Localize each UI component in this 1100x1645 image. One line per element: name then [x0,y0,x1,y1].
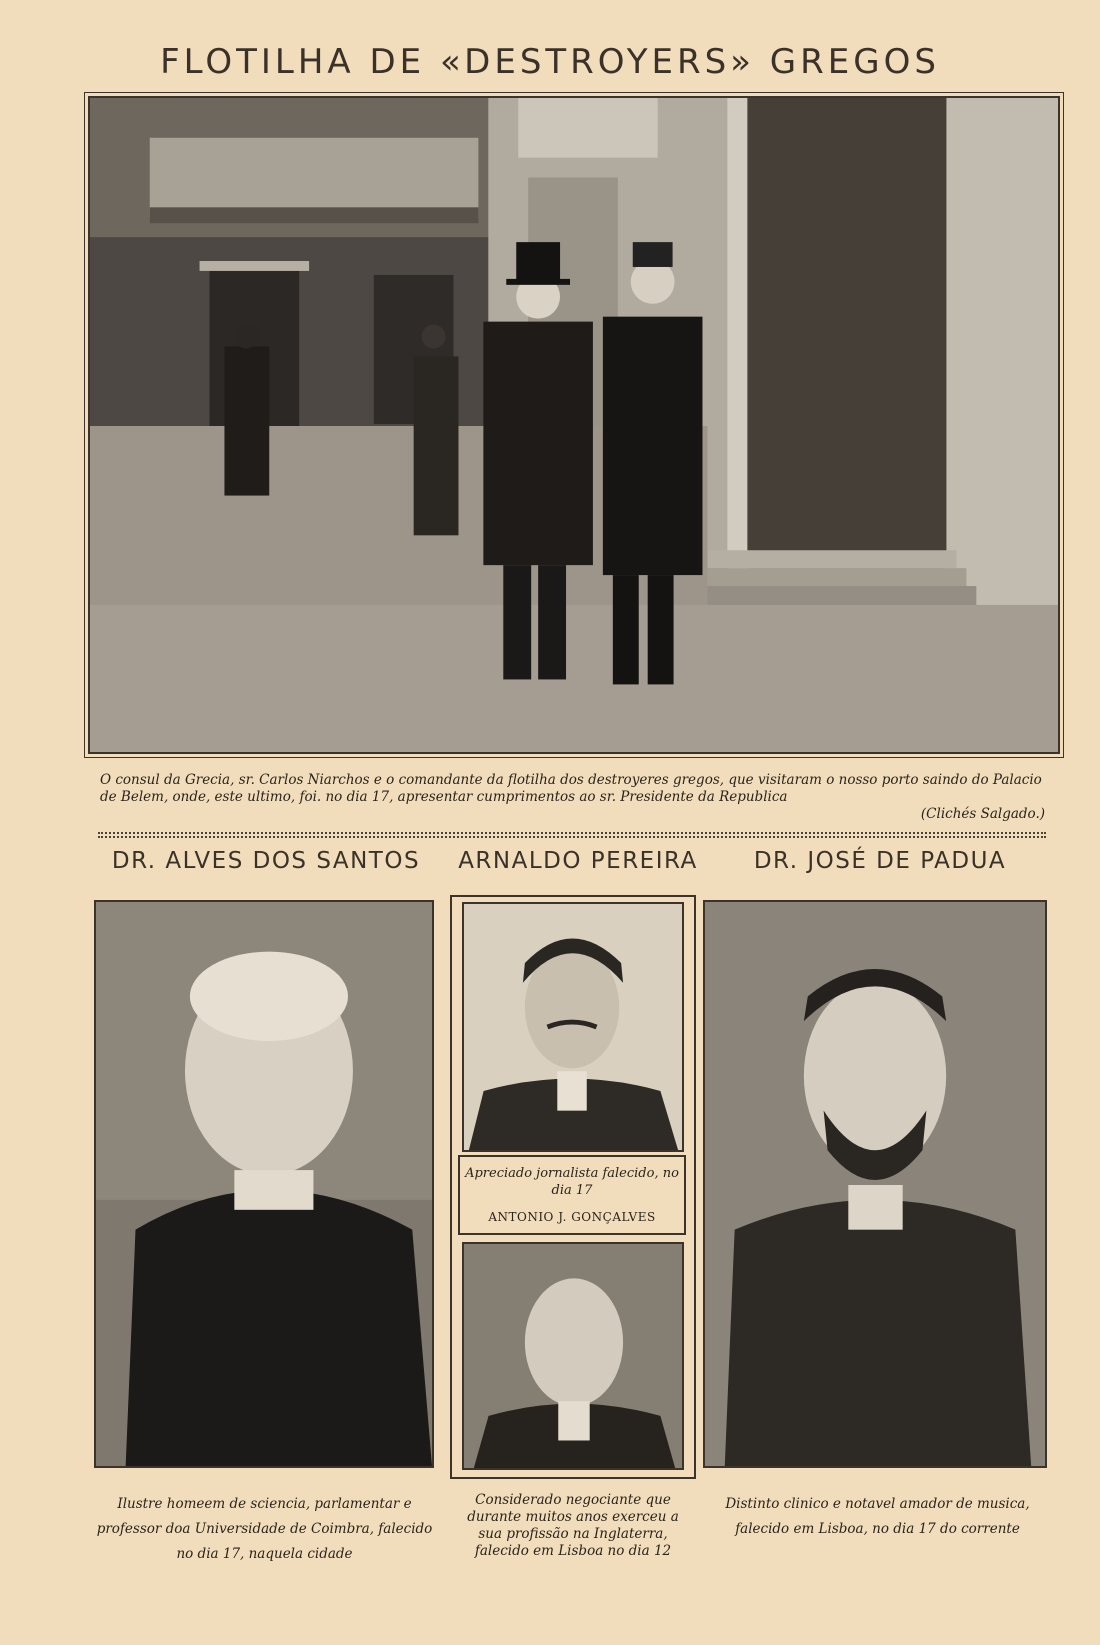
portrait-jose-de-padua [703,900,1047,1468]
portrait-arnaldo-pereira [462,902,684,1152]
photo-credit: (Clichés Salgado.) [920,806,1045,822]
portrait-antonio-goncalves [462,1242,684,1470]
portrait-alves-dos-santos [94,900,434,1468]
page-headline: FLOTILHA DE «DESTROYERS» GREGOS [160,42,940,82]
journalist-name: ANTONIO J. GONÇALVES [488,1210,656,1224]
palace-exit-photo [88,96,1060,754]
caption-alves-dos-santos: Ilustre homeem de sciencia, parlamentar e professor doa Universidade de Coimbra, falecido no dia 17, naquela cidade [96,1496,433,1562]
caption-antonio-goncalves: Considerado negociante que durante muitos anos exerceu a sua profissão na Inglaterra, falecido em Lisboa no dia 12 [467,1492,679,1559]
dotted-divider [98,832,1046,838]
name-jose-de-padua: DR. JOSÉ DE PADUA [753,848,1007,874]
name-alves-dos-santos: DR. ALVES DOS SANTOS [111,848,421,874]
antonio-goncalves-caption [458,1155,686,1235]
name-arnaldo-pereira: ARNALDO PEREIRA [458,848,698,874]
caption-text: O consul da Grecia, sr. Carlos Niarchos e o comandante da flotilha dos destroyeres gregos, que visitaram o nosso porto saindo do Palacio de Belem, onde, este ultimo, foi. no dia 17, apresentar cumprimentos ao sr. Presidente da Republica [100,772,1042,805]
journalist-note: Apreciado jornalista falecido, no dia 17 [465,1166,679,1198]
photo-caption [100,772,1045,823]
caption-jose-de-padua: Distinto clinico e notavel amador de musica, falecido em Lisboa, no dia 17 do corrente [725,1496,1030,1537]
